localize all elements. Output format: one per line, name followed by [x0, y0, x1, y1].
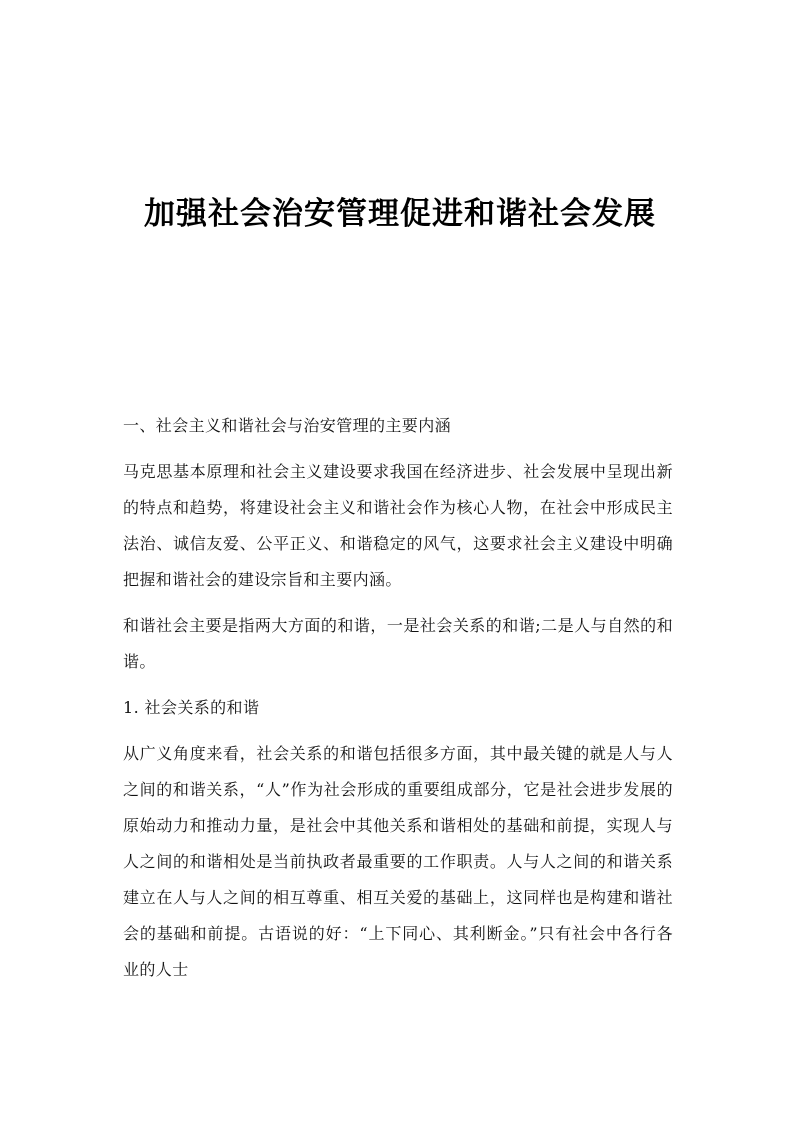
section-heading: 一、社会主义和谐社会与治安管理的主要内涵 — [123, 416, 452, 435]
subheading: 1. 社会关系的和谐 — [123, 698, 260, 717]
paragraph: 从广义角度来看，社会关系的和谐包括很多方面，其中最关键的就是人与人之间的和谐关系，“人”作为社会形成的重要组成部分，它是社会进步发展的原始动力和推动力量，是社会中其他关系和谐相处的基础和前提，实现人与人之间的和谐相处是当前执政者最重要的工作职责。人与人之间的和谐关系建立在人与人之间的相互尊重、相互关爱的基础上，这同样也是构建和谐社会的基础和前提。古语说的好：“上下同心、其利断金。”只有社会中各行各业的人士 — [123, 744, 673, 979]
document-title: 加强社会治安管理促进和谐社会发展 — [144, 196, 656, 232]
paragraph: 马克思基本原理和社会主义建设要求我国在经济进步、社会发展中呈现出新的特点和趋势，将建设社会主义和谐社会作为核心人物，在社会中形成民主法治、诚信友爱、公平正义、和谐稳定的风气，这要求社会主义建设中明确把握和谐社会的建设宗旨和主要内涵。 — [123, 462, 673, 589]
document-body — [123, 408, 673, 998]
paragraph: 和谐社会主要是指两大方面的和谐，一是社会关系的和谐;二是人与自然的和谐。 — [123, 616, 673, 671]
